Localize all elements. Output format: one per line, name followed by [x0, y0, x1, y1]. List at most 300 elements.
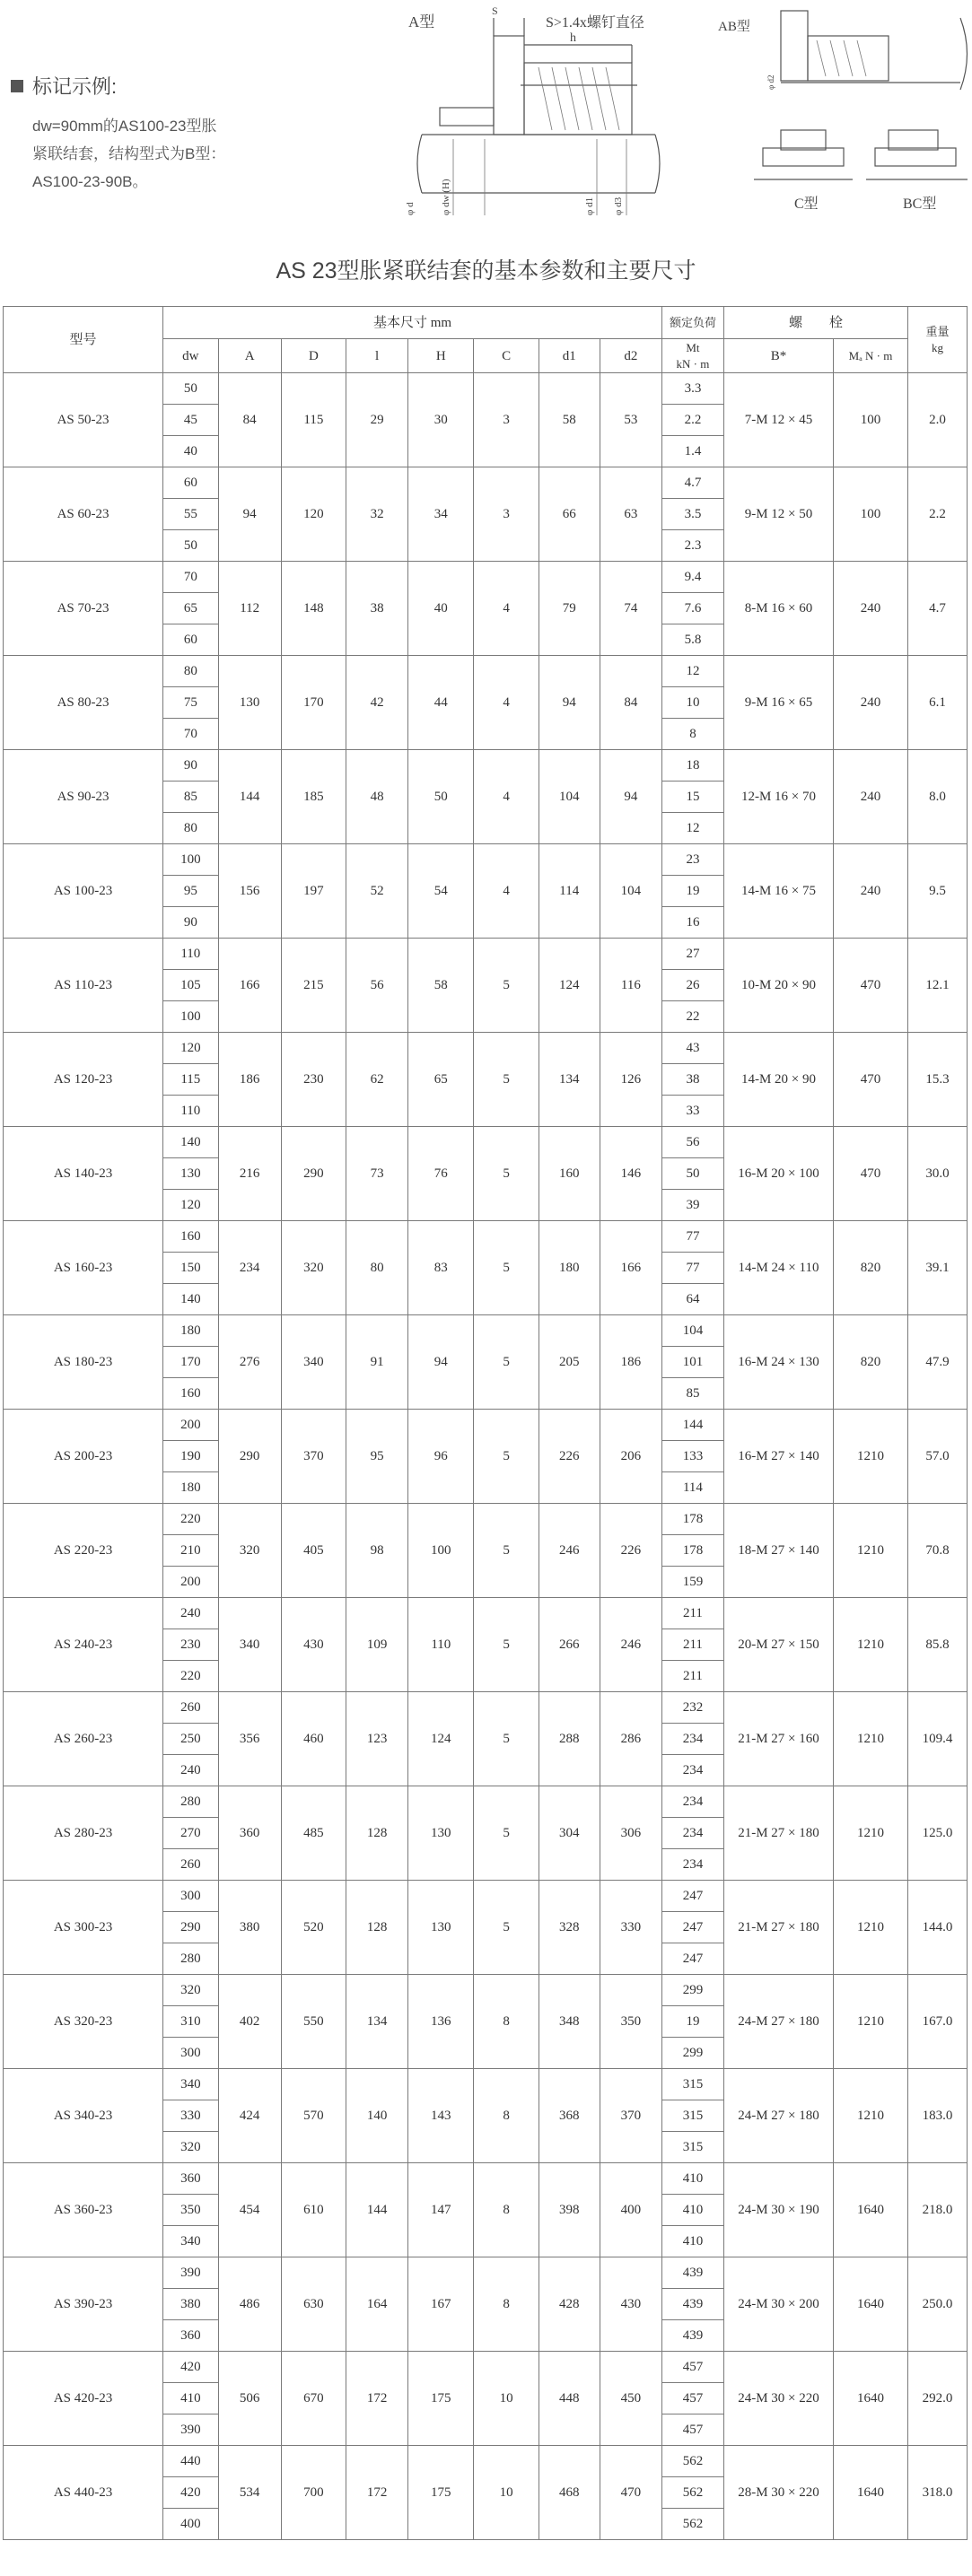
model-cell: AS 160-23 [4, 1221, 163, 1315]
model-cell: AS 110-23 [4, 939, 163, 1033]
dw-cell: 90 [163, 907, 219, 939]
mt-cell: 2.2 [661, 405, 723, 436]
dw-cell: 60 [163, 624, 219, 656]
a-cell: 156 [218, 844, 281, 939]
dw-cell: 115 [163, 1064, 219, 1096]
mt-cell: 26 [661, 970, 723, 1001]
model-cell: AS 70-23 [4, 562, 163, 656]
weight-cell: 2.2 [908, 467, 968, 562]
mt-cell: 27 [661, 939, 723, 970]
bolt-cell: 24-M 30 × 220 [724, 2352, 834, 2446]
mt-cell: 104 [661, 1315, 723, 1347]
d2-cell: 186 [600, 1315, 661, 1410]
dw-cell: 390 [163, 2414, 219, 2446]
d1-cell: 448 [539, 2352, 600, 2446]
dw-cell: 55 [163, 499, 219, 530]
mt-cell: 562 [661, 2446, 723, 2477]
a-cell: 402 [218, 1975, 281, 2069]
c-cell: 8 [474, 2163, 539, 2257]
dw-cell: 220 [163, 1661, 219, 1692]
weight-label: 重量 [925, 324, 950, 338]
d2-cell: 306 [600, 1786, 661, 1881]
d2-cell: 370 [600, 2069, 661, 2163]
type-bc-label: BC型 [903, 196, 937, 212]
model-cell: AS 180-23 [4, 1315, 163, 1410]
a-cell: 130 [218, 656, 281, 750]
d2-cell: 74 [600, 562, 661, 656]
header-rated-load: 额定负荷 [661, 307, 723, 339]
d2-cell: 94 [600, 750, 661, 844]
dw-cell: 400 [163, 2509, 219, 2540]
d2-cell: 430 [600, 2257, 661, 2352]
mt-cell: 315 [661, 2132, 723, 2163]
a-cell: 424 [218, 2069, 281, 2163]
d2-cell: 63 [600, 467, 661, 562]
h-cell: 65 [408, 1033, 474, 1127]
model-cell: AS 200-23 [4, 1410, 163, 1504]
dw-cell: 70 [163, 719, 219, 750]
dim-d-label: φ d [405, 202, 416, 215]
mt-cell: 18 [661, 750, 723, 782]
ma-cell: 1640 [833, 2163, 907, 2257]
l-cell: 172 [346, 2352, 408, 2446]
header-bolt-b: B* [724, 339, 834, 373]
l-cell: 109 [346, 1598, 408, 1692]
d2-cell: 166 [600, 1221, 661, 1315]
l-cell: 29 [346, 373, 408, 467]
mt-cell: 3.3 [661, 373, 723, 405]
c-cell: 5 [474, 1786, 539, 1881]
dw-cell: 180 [163, 1315, 219, 1347]
mt-cell: 1.4 [661, 436, 723, 467]
mt-cell: 114 [661, 1472, 723, 1504]
dw-cell: 190 [163, 1441, 219, 1472]
weight-cell: 2.0 [908, 373, 968, 467]
ma-cell: 1640 [833, 2446, 907, 2540]
mt-cell: 50 [661, 1158, 723, 1190]
dw-cell: 130 [163, 1158, 219, 1190]
model-cell: AS 120-23 [4, 1033, 163, 1127]
c-cell: 3 [474, 373, 539, 467]
l-cell: 98 [346, 1504, 408, 1598]
h-cell: 44 [408, 656, 474, 750]
mt-cell: 439 [661, 2289, 723, 2320]
c-cell: 4 [474, 656, 539, 750]
mt-cell: 38 [661, 1064, 723, 1096]
a-cell: 276 [218, 1315, 281, 1410]
d-cell: 570 [281, 2069, 346, 2163]
mt-cell: 12 [661, 656, 723, 687]
d-cell: 340 [281, 1315, 346, 1410]
dw-cell: 240 [163, 1755, 219, 1786]
structure-drawing [386, 0, 972, 224]
d1-cell: 246 [539, 1504, 600, 1598]
h-cell: 40 [408, 562, 474, 656]
mt-cell: 7.6 [661, 593, 723, 624]
bolt-cell: 20-M 27 × 150 [724, 1598, 834, 1692]
ma-cell: 1210 [833, 1975, 907, 2069]
model-cell: AS 280-23 [4, 1786, 163, 1881]
ma-cell: 470 [833, 1033, 907, 1127]
h-cell: 130 [408, 1881, 474, 1975]
model-cell: AS 340-23 [4, 2069, 163, 2163]
bolt-cell: 12-M 16 × 70 [724, 750, 834, 844]
d1-cell: 428 [539, 2257, 600, 2352]
bolt-cell: 9-M 12 × 50 [724, 467, 834, 562]
weight-cell: 183.0 [908, 2069, 968, 2163]
c-cell: 8 [474, 2069, 539, 2163]
model-cell: AS 420-23 [4, 2352, 163, 2446]
table-row [4, 1975, 968, 2006]
h-cell: 175 [408, 2446, 474, 2540]
d1-cell: 114 [539, 844, 600, 939]
mt-label: Mt [686, 340, 700, 354]
dw-cell: 110 [163, 939, 219, 970]
d2-cell: 226 [600, 1504, 661, 1598]
mt-cell: 19 [661, 2006, 723, 2038]
spec-table-body [4, 373, 968, 2540]
table-title: AS 23型胀紧联结套的基本参数和主要尺寸 [276, 258, 696, 284]
h-cell: 54 [408, 844, 474, 939]
d-cell: 430 [281, 1598, 346, 1692]
table-row [4, 844, 968, 876]
c-cell: 5 [474, 939, 539, 1033]
ma-cell: 1210 [833, 1598, 907, 1692]
bolt-rule-label: S>1.4x螺钉直径 [546, 15, 644, 31]
weight-cell: 6.1 [908, 656, 968, 750]
h-cell: 175 [408, 2352, 474, 2446]
d-cell: 460 [281, 1692, 346, 1786]
d2-cell: 400 [600, 2163, 661, 2257]
l-cell: 134 [346, 1975, 408, 2069]
c-cell: 5 [474, 1221, 539, 1315]
d-cell: 148 [281, 562, 346, 656]
dw-cell: 100 [163, 844, 219, 876]
mt-cell: 178 [661, 1504, 723, 1535]
d-cell: 215 [281, 939, 346, 1033]
c-cell: 8 [474, 2257, 539, 2352]
dw-cell: 350 [163, 2195, 219, 2226]
l-cell: 48 [346, 750, 408, 844]
d-cell: 550 [281, 1975, 346, 2069]
mt-cell: 101 [661, 1347, 723, 1378]
a-cell: 84 [218, 373, 281, 467]
dw-cell: 70 [163, 562, 219, 593]
dim-h-label: h [570, 31, 576, 45]
mt-cell: 410 [661, 2195, 723, 2226]
table-row [4, 373, 968, 405]
model-cell: AS 440-23 [4, 2446, 163, 2540]
dw-cell: 280 [163, 1786, 219, 1818]
table-row [4, 750, 968, 782]
table-row [4, 2352, 968, 2383]
bolt-cell: 24-M 30 × 190 [724, 2163, 834, 2257]
table-row [4, 1410, 968, 1441]
c-cell: 5 [474, 1127, 539, 1221]
mt-cell: 315 [661, 2100, 723, 2132]
a-cell: 506 [218, 2352, 281, 2446]
weight-cell: 318.0 [908, 2446, 968, 2540]
dw-cell: 220 [163, 1504, 219, 1535]
mt-cell: 22 [661, 1001, 723, 1033]
h-cell: 58 [408, 939, 474, 1033]
mt-cell: 211 [661, 1661, 723, 1692]
ma-cell: 1640 [833, 2352, 907, 2446]
c-cell: 5 [474, 1598, 539, 1692]
mt-cell: 457 [661, 2352, 723, 2383]
table-row [4, 2257, 968, 2289]
ma-cell: 100 [833, 467, 907, 562]
a-cell: 112 [218, 562, 281, 656]
mt-cell: 64 [661, 1284, 723, 1315]
mt-cell: 247 [661, 1912, 723, 1943]
mt-cell: 562 [661, 2477, 723, 2509]
dw-cell: 320 [163, 2132, 219, 2163]
weight-cell: 167.0 [908, 1975, 968, 2069]
mt-cell: 211 [661, 1598, 723, 1629]
table-row [4, 1127, 968, 1158]
weight-cell: 47.9 [908, 1315, 968, 1410]
l-cell: 73 [346, 1127, 408, 1221]
header-d1: d1 [539, 339, 600, 373]
ma-cell: 820 [833, 1315, 907, 1410]
d-cell: 670 [281, 2352, 346, 2446]
weight-cell: 4.7 [908, 562, 968, 656]
h-cell: 110 [408, 1598, 474, 1692]
c-cell: 4 [474, 844, 539, 939]
d2-cell: 206 [600, 1410, 661, 1504]
ma-cell: 1210 [833, 2069, 907, 2163]
dim-d1-label: φ d1 [584, 196, 595, 215]
h-cell: 83 [408, 1221, 474, 1315]
dw-cell: 200 [163, 1410, 219, 1441]
dw-cell: 280 [163, 1943, 219, 1975]
d2-cell: 116 [600, 939, 661, 1033]
h-cell: 124 [408, 1692, 474, 1786]
model-cell: AS 240-23 [4, 1598, 163, 1692]
l-cell: 80 [346, 1221, 408, 1315]
d1-cell: 104 [539, 750, 600, 844]
mt-cell: 232 [661, 1692, 723, 1724]
bolt-cell: 16-M 20 × 100 [724, 1127, 834, 1221]
d2-cell: 146 [600, 1127, 661, 1221]
mt-cell: 3.5 [661, 499, 723, 530]
mt-cell: 410 [661, 2226, 723, 2257]
dw-cell: 100 [163, 1001, 219, 1033]
mt-cell: 315 [661, 2069, 723, 2100]
l-cell: 172 [346, 2446, 408, 2540]
c-cell: 8 [474, 1975, 539, 2069]
d2-cell: 84 [600, 656, 661, 750]
dw-cell: 340 [163, 2226, 219, 2257]
weight-cell: 12.1 [908, 939, 968, 1033]
bolt-cell: 9-M 16 × 65 [724, 656, 834, 750]
d-cell: 230 [281, 1033, 346, 1127]
l-cell: 62 [346, 1033, 408, 1127]
d1-cell: 180 [539, 1221, 600, 1315]
d-cell: 170 [281, 656, 346, 750]
marking-example-title: 标记示例: [11, 72, 433, 100]
dw-cell: 410 [163, 2383, 219, 2414]
header-c: C [474, 339, 539, 373]
h-cell: 143 [408, 2069, 474, 2163]
d2-cell: 104 [600, 844, 661, 939]
d2-cell: 53 [600, 373, 661, 467]
l-cell: 144 [346, 2163, 408, 2257]
weight-cell: 144.0 [908, 1881, 968, 1975]
dw-cell: 75 [163, 687, 219, 719]
dim-dw-label: φ dw (H) [441, 179, 451, 215]
header-h: H [408, 339, 474, 373]
model-cell: AS 300-23 [4, 1881, 163, 1975]
ma-cell: 240 [833, 656, 907, 750]
ma-cell: 1210 [833, 1786, 907, 1881]
d1-cell: 66 [539, 467, 600, 562]
dw-cell: 230 [163, 1629, 219, 1661]
l-cell: 128 [346, 1881, 408, 1975]
d1-cell: 79 [539, 562, 600, 656]
table-row [4, 939, 968, 970]
mt-cell: 5.8 [661, 624, 723, 656]
l-cell: 91 [346, 1315, 408, 1410]
ma-cell: 240 [833, 844, 907, 939]
h-cell: 94 [408, 1315, 474, 1410]
mt-cell: 133 [661, 1441, 723, 1472]
dw-cell: 50 [163, 373, 219, 405]
mt-cell: 247 [661, 1881, 723, 1912]
bolt-cell: 24-M 30 × 200 [724, 2257, 834, 2352]
mt-cell: 15 [661, 782, 723, 813]
weight-cell: 85.8 [908, 1598, 968, 1692]
model-cell: AS 320-23 [4, 1975, 163, 2069]
l-cell: 52 [346, 844, 408, 939]
d1-cell: 134 [539, 1033, 600, 1127]
d1-cell: 348 [539, 1975, 600, 2069]
model-cell: AS 80-23 [4, 656, 163, 750]
h-cell: 167 [408, 2257, 474, 2352]
ma-cell: 1210 [833, 1410, 907, 1504]
d-cell: 115 [281, 373, 346, 467]
dw-cell: 240 [163, 1598, 219, 1629]
dw-cell: 270 [163, 1818, 219, 1849]
a-cell: 234 [218, 1221, 281, 1315]
model-cell: AS 140-23 [4, 1127, 163, 1221]
h-cell: 136 [408, 1975, 474, 2069]
d1-cell: 304 [539, 1786, 600, 1881]
dw-cell: 160 [163, 1221, 219, 1253]
d-cell: 405 [281, 1504, 346, 1598]
weight-cell: 125.0 [908, 1786, 968, 1881]
bolt-cell: 14-M 16 × 75 [724, 844, 834, 939]
mt-cell: 9.4 [661, 562, 723, 593]
mt-cell: 562 [661, 2509, 723, 2540]
dw-cell: 360 [163, 2320, 219, 2352]
l-cell: 140 [346, 2069, 408, 2163]
d2-cell: 246 [600, 1598, 661, 1692]
table-row [4, 1598, 968, 1629]
bolt-cell: 24-M 27 × 180 [724, 2069, 834, 2163]
table-row [4, 656, 968, 687]
dw-cell: 290 [163, 1912, 219, 1943]
dw-cell: 320 [163, 1975, 219, 2006]
dw-cell: 260 [163, 1692, 219, 1724]
mt-cell: 56 [661, 1127, 723, 1158]
mt-unit: kN · m [676, 356, 710, 371]
l-cell: 56 [346, 939, 408, 1033]
mt-cell: 144 [661, 1410, 723, 1441]
dw-cell: 110 [163, 1096, 219, 1127]
dim-d3-label: φ d3 [613, 196, 624, 215]
a-cell: 340 [218, 1598, 281, 1692]
mt-cell: 4.7 [661, 467, 723, 499]
ma-cell: 1640 [833, 2257, 907, 2352]
d-cell: 370 [281, 1410, 346, 1504]
bolt-cell: 18-M 27 × 140 [724, 1504, 834, 1598]
model-cell: AS 260-23 [4, 1692, 163, 1786]
weight-unit: kg [932, 340, 944, 354]
c-cell: 10 [474, 2446, 539, 2540]
type-c-label: C型 [794, 196, 819, 212]
l-cell: 42 [346, 656, 408, 750]
dw-cell: 120 [163, 1190, 219, 1221]
header-dw: dw [163, 339, 219, 373]
dw-cell: 250 [163, 1724, 219, 1755]
marking-example [11, 72, 433, 196]
a-cell: 290 [218, 1410, 281, 1504]
d1-cell: 398 [539, 2163, 600, 2257]
bolt-cell: 21-M 27 × 160 [724, 1692, 834, 1786]
weight-cell: 70.8 [908, 1504, 968, 1598]
d2-cell: 470 [600, 2446, 661, 2540]
mt-cell: 77 [661, 1221, 723, 1253]
d2-cell: 350 [600, 1975, 661, 2069]
h-cell: 50 [408, 750, 474, 844]
l-cell: 32 [346, 467, 408, 562]
dw-cell: 140 [163, 1127, 219, 1158]
header-mt [661, 339, 723, 373]
marking-example-line: dw=90mm的AS100-23型胀 [32, 118, 217, 135]
mt-cell: 234 [661, 1818, 723, 1849]
d1-cell: 288 [539, 1692, 600, 1786]
ma-cell: 1210 [833, 1881, 907, 1975]
c-cell: 5 [474, 1410, 539, 1504]
dw-cell: 150 [163, 1253, 219, 1284]
bolt-cell: 21-M 27 × 180 [724, 1881, 834, 1975]
mt-cell: 159 [661, 1567, 723, 1598]
bolt-cell: 24-M 27 × 180 [724, 1975, 834, 2069]
bolt-cell: 7-M 12 × 45 [724, 373, 834, 467]
table-row [4, 1786, 968, 1818]
ma-cell: 240 [833, 750, 907, 844]
table-row [4, 1692, 968, 1724]
dw-cell: 160 [163, 1378, 219, 1410]
square-bullet-icon [11, 80, 23, 92]
dw-cell: 140 [163, 1284, 219, 1315]
h-cell: 130 [408, 1786, 474, 1881]
h-cell: 96 [408, 1410, 474, 1504]
c-cell: 4 [474, 750, 539, 844]
dw-cell: 360 [163, 2163, 219, 2195]
weight-cell: 15.3 [908, 1033, 968, 1127]
d-cell: 320 [281, 1221, 346, 1315]
dw-cell: 440 [163, 2446, 219, 2477]
table-row [4, 1504, 968, 1535]
c-cell: 4 [474, 562, 539, 656]
model-cell: AS 50-23 [4, 373, 163, 467]
table-row [4, 562, 968, 593]
mt-cell: 211 [661, 1629, 723, 1661]
dw-cell: 170 [163, 1347, 219, 1378]
